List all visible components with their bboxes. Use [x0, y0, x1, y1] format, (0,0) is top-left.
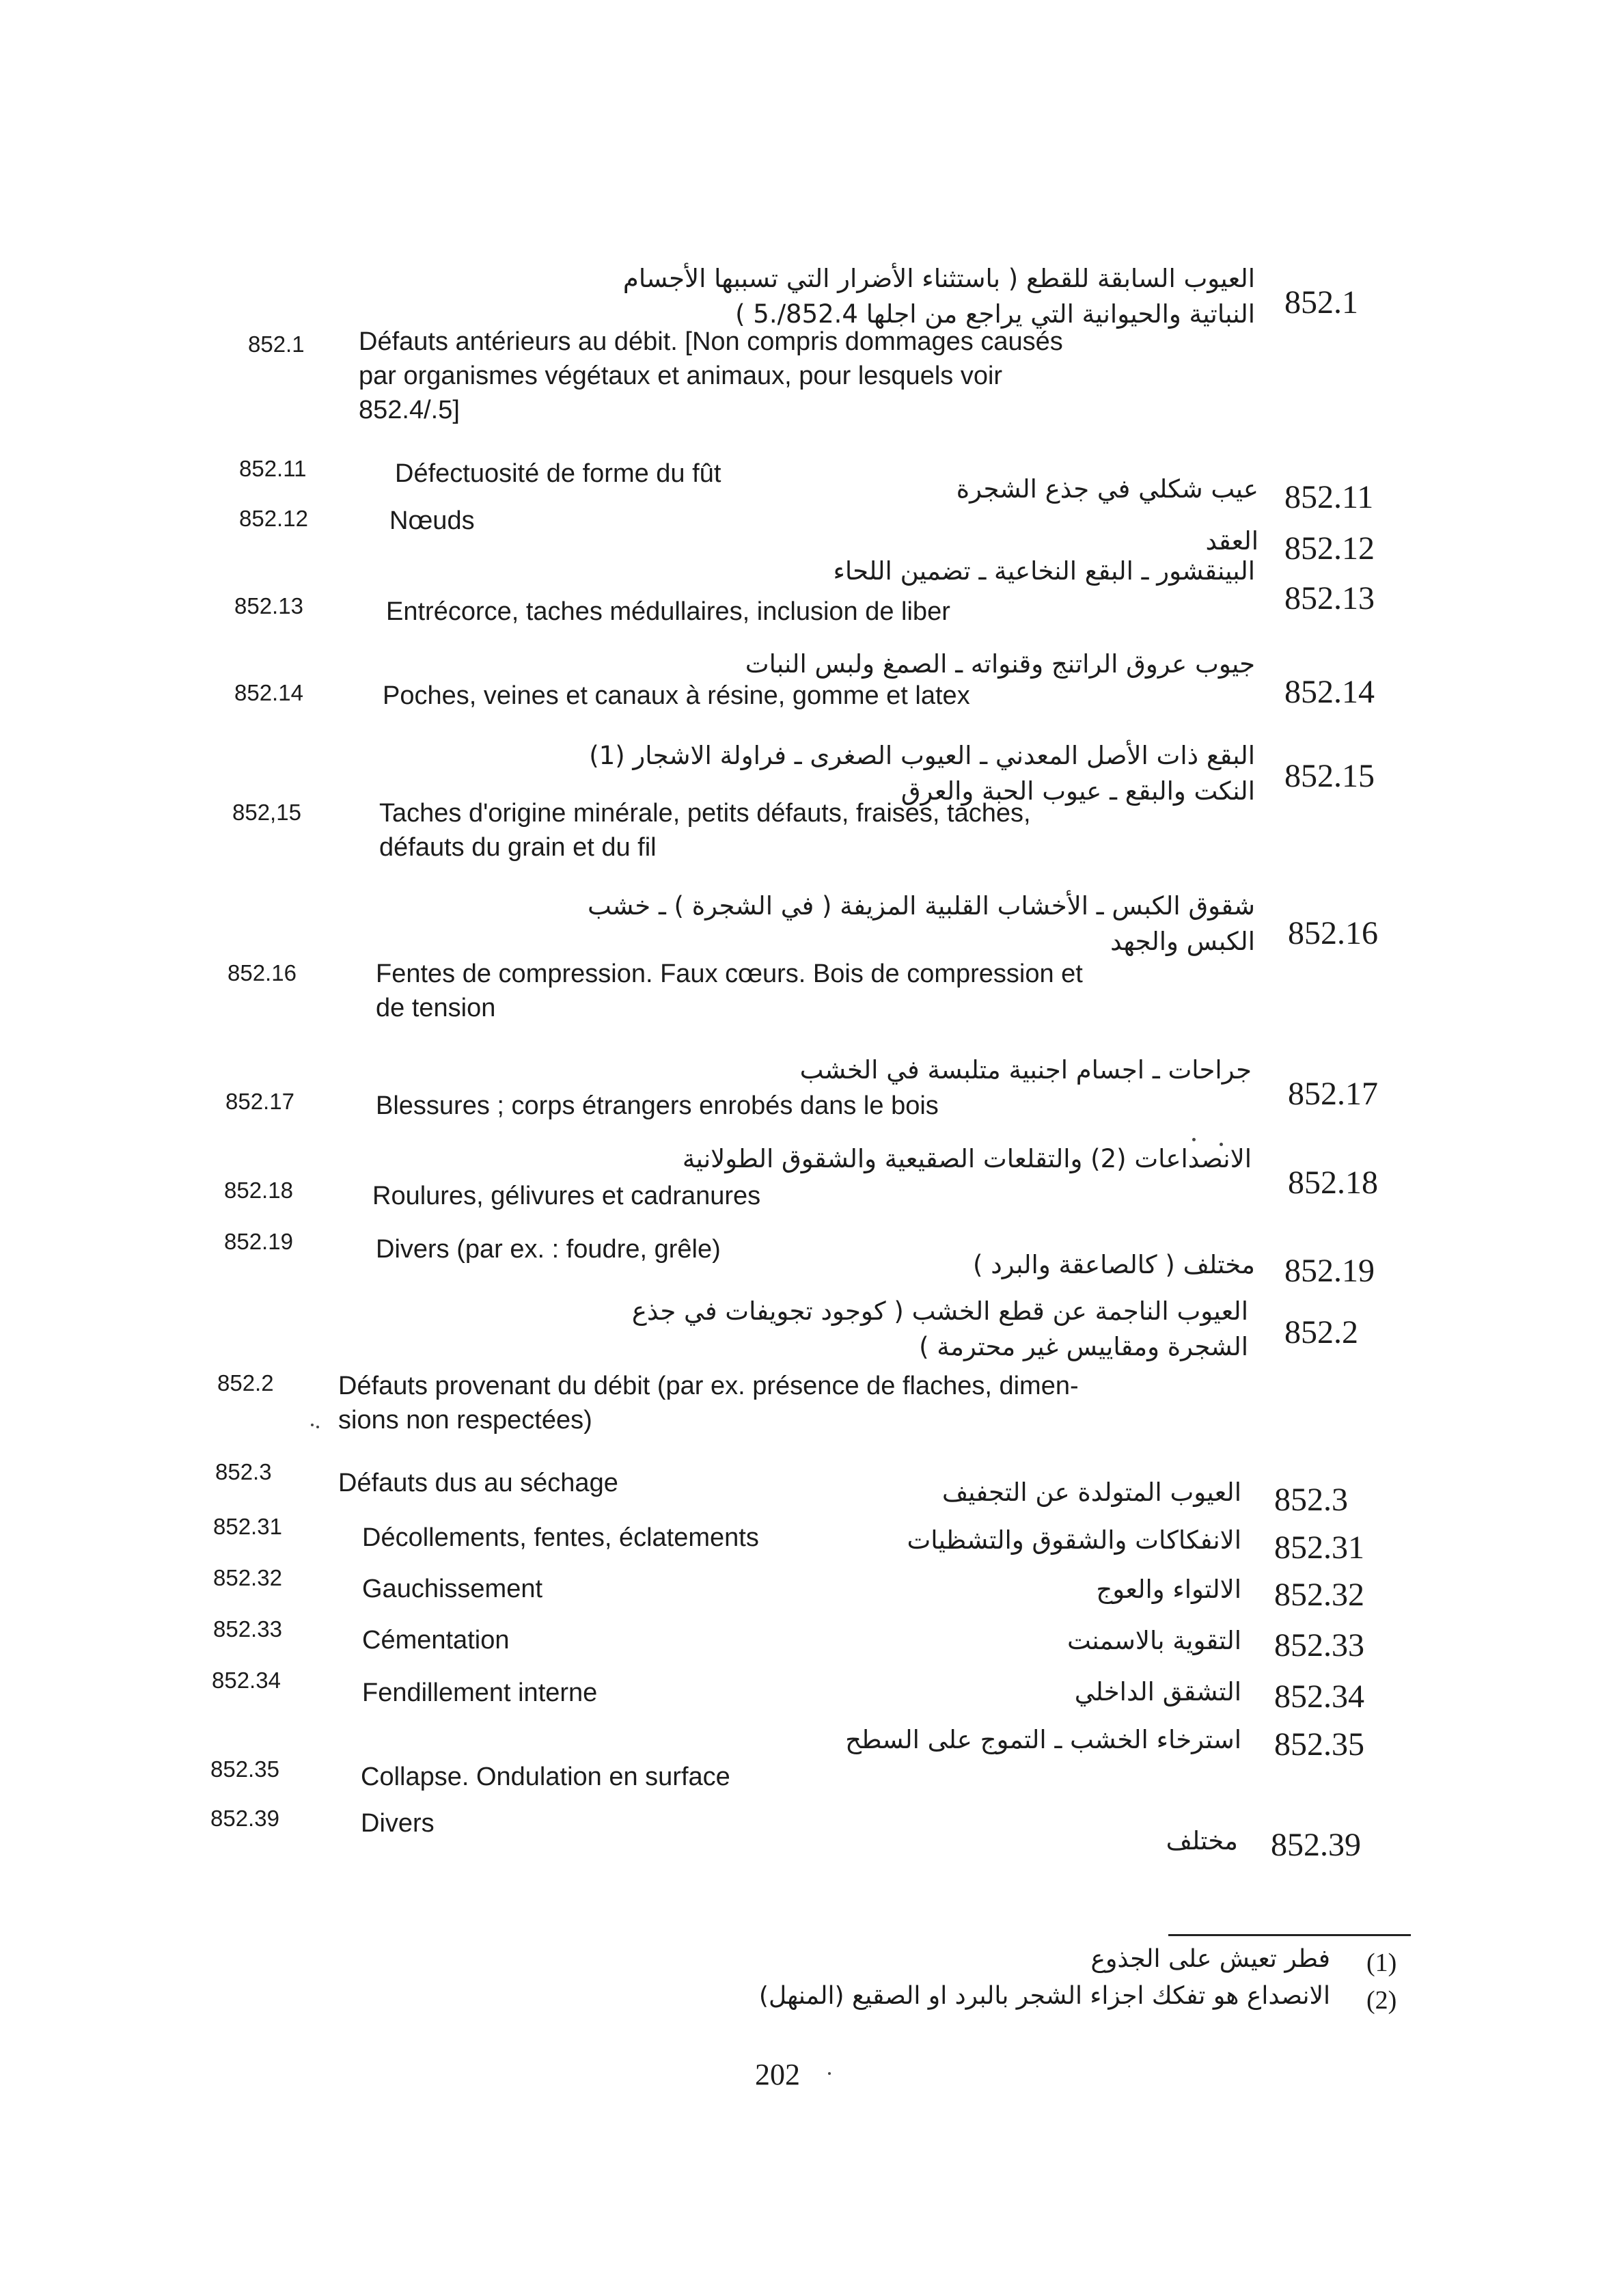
- fr-text: Divers: [361, 1809, 435, 1838]
- ar-line: الكبس والجهد: [1110, 927, 1255, 956]
- code-fr: 852.39: [210, 1806, 279, 1831]
- code-fr: 852.12: [239, 506, 308, 531]
- page-number: 202: [755, 2058, 800, 2091]
- ar-line: النكت والبقع ـ عيوب الحبة والعرق: [900, 776, 1255, 806]
- fr-line: Défauts provenant du débit (par ex. présence de flaches, dimen-: [338, 1372, 1079, 1400]
- ar-text: الانصداعات (2) والتقلعات الصقيعية والشقوق الطولانية: [682, 1144, 1252, 1173]
- fr-line: par organismes végétaux et animaux, pour lesquels voir: [359, 362, 1003, 390]
- code-ar: 852.17: [1288, 1076, 1378, 1112]
- code-ar: 852.12: [1284, 530, 1375, 567]
- code-ar: 852.14: [1284, 674, 1375, 710]
- code-fr: 852.16: [228, 960, 297, 985]
- fr-text: Gauchissement: [362, 1575, 543, 1603]
- ar-line: النباتية والحيوانية التي يراجع من اجلها 852.4/.5 ): [735, 299, 1255, 329]
- fr-line: de tension: [376, 994, 496, 1022]
- speck: [316, 1426, 319, 1428]
- ar-text: العقد: [1205, 526, 1258, 556]
- code-fr: 852,15: [232, 800, 301, 825]
- code-ar: 852.15: [1284, 758, 1375, 794]
- speck: [311, 1424, 314, 1426]
- code-ar: 852.31: [1274, 1530, 1364, 1566]
- ar-line: الشجرة ومقاييس غير محترمة ): [919, 1332, 1248, 1361]
- code-ar: 852.33: [1274, 1627, 1364, 1663]
- code-fr: 852.32: [213, 1565, 282, 1590]
- code-ar: 852.34: [1274, 1678, 1364, 1715]
- code-ar: 852.32: [1274, 1577, 1364, 1613]
- code-fr: 852.14: [234, 680, 303, 705]
- code-fr: 852.33: [213, 1616, 282, 1642]
- code-fr: 852.2: [217, 1370, 274, 1396]
- fr-line: Fentes de compression. Faux cœurs. Bois de compression et: [376, 960, 1083, 988]
- ar-text: الالتواء والعوج: [1096, 1575, 1241, 1604]
- ar-text: مختلف ( كالصاعقة والبرد ): [973, 1250, 1255, 1279]
- footnote-text: الانصداع هو تفكك اجزاء الشجر بالبرد او الصقيع (المنهل): [758, 1982, 1330, 2010]
- code-fr: 852.19: [224, 1229, 293, 1254]
- fr-text: Entrécorce, taches médullaires, inclusion de liber: [386, 597, 950, 626]
- code-fr: 852.18: [224, 1178, 293, 1203]
- code-ar: 852.16: [1288, 915, 1378, 951]
- code-fr: 852.1: [248, 331, 305, 357]
- fr-line: 852.4/.5]: [359, 396, 460, 424]
- ar-text: جيوب عروق الراتنج وقنواته ـ الصمغ ولبس النبات: [745, 649, 1255, 679]
- speck: [828, 2072, 831, 2075]
- ar-text: البينقشور ـ البقع النخاعية ـ تضمين اللحاء: [833, 556, 1255, 586]
- ar-text: مختلف: [1166, 1826, 1238, 1855]
- fr-text: Divers (par ex. : foudre, grêle): [376, 1235, 721, 1264]
- code-ar: 852.18: [1288, 1165, 1378, 1201]
- code-fr: 852.34: [212, 1668, 281, 1693]
- ar-text: الانفكاكات والشقوق والتشظيات: [907, 1525, 1241, 1555]
- code-ar: 852.13: [1284, 580, 1375, 616]
- code-ar: 852.19: [1284, 1253, 1375, 1289]
- fr-text: Défauts dus au séchage: [338, 1469, 618, 1497]
- fr-text: [338, 1369, 1079, 1437]
- fr-text: [359, 325, 1063, 427]
- fr-text: Roulures, gélivures et cadranures: [372, 1182, 761, 1210]
- ar-text: التقوية بالاسمنت: [1066, 1626, 1241, 1655]
- ar-line: البقع ذات الأصل المعدني ـ العيوب الصغرى ـ فراولة الاشجار (1): [589, 741, 1255, 770]
- code-fr: 852.35: [210, 1756, 279, 1782]
- fr-line: Taches d'origine minérale, petits défauts, fraises, taches,: [379, 799, 1031, 828]
- code-ar: 852.3: [1274, 1482, 1348, 1518]
- fr-text: Décollements, fentes, éclatements: [362, 1523, 759, 1552]
- fr-line: Défauts antérieurs au débit. [Non compris dommages causés: [359, 327, 1063, 356]
- fr-text: Poches, veines et canaux à résine, gomme et latex: [383, 681, 970, 710]
- code-fr: 852.13: [234, 593, 303, 618]
- fr-text: Blessures ; corps étrangers enrobés dans le bois: [376, 1091, 939, 1120]
- code-ar: 852.1: [1284, 284, 1358, 321]
- ar-line: شقوق الكبس ـ الأخشاب القلبية المزيفة ( في الشجرة ) ـ خشب: [587, 891, 1255, 921]
- code-fr: 852.31: [213, 1514, 282, 1539]
- ar-text: جراحات ـ اجسام اجنبية متلبسة في الخشب: [799, 1055, 1252, 1085]
- code-ar: 852.2: [1284, 1314, 1358, 1350]
- fr-text: Cémentation: [362, 1626, 510, 1655]
- fr-text: Défectuosité de forme du fût: [395, 459, 721, 488]
- fr-text: [376, 957, 1083, 1025]
- code-fr: 852.17: [225, 1089, 294, 1114]
- footnote-number: (1): [1366, 1948, 1397, 1977]
- footnote-number: (2): [1366, 1986, 1397, 2015]
- fr-text: Fendillement interne: [362, 1678, 598, 1707]
- ar-text: التشقق الداخلي: [1074, 1677, 1241, 1707]
- fr-line: défauts du grain et du fil: [379, 833, 657, 862]
- code-ar: 852.11: [1284, 479, 1374, 515]
- fr-text: Nœuds: [389, 506, 475, 535]
- ar-text: [367, 261, 1255, 332]
- footnote-text: فطر تعيش على الجذوع: [1090, 1945, 1330, 1973]
- footnote-rule: [1168, 1934, 1411, 1936]
- ar-text: عيب شكلي في جذع الشجرة: [956, 474, 1258, 504]
- fr-text: Collapse. Ondulation en surface: [361, 1763, 730, 1791]
- ar-text: [360, 1294, 1248, 1365]
- code-fr: 852.11: [239, 456, 307, 481]
- code-ar: 852.39: [1271, 1827, 1361, 1863]
- fr-line: sions non respectées): [338, 1406, 592, 1435]
- ar-line: العيوب الناجمة عن قطع الخشب ( كوجود تجويفات في جذع: [631, 1296, 1248, 1326]
- code-ar: 852.35: [1274, 1726, 1364, 1763]
- code-fr: 852.3: [215, 1459, 272, 1484]
- ar-text: العيوب المتولدة عن التجفيف: [941, 1478, 1241, 1507]
- ar-text: استرخاء الخشب ـ التموج على السطح: [845, 1725, 1241, 1754]
- ar-text: [367, 888, 1255, 960]
- ar-line: العيوب السابقة للقطع ( باستثناء الأضرار التي تسببها الأجسام: [622, 264, 1255, 293]
- fr-text: [379, 796, 1031, 865]
